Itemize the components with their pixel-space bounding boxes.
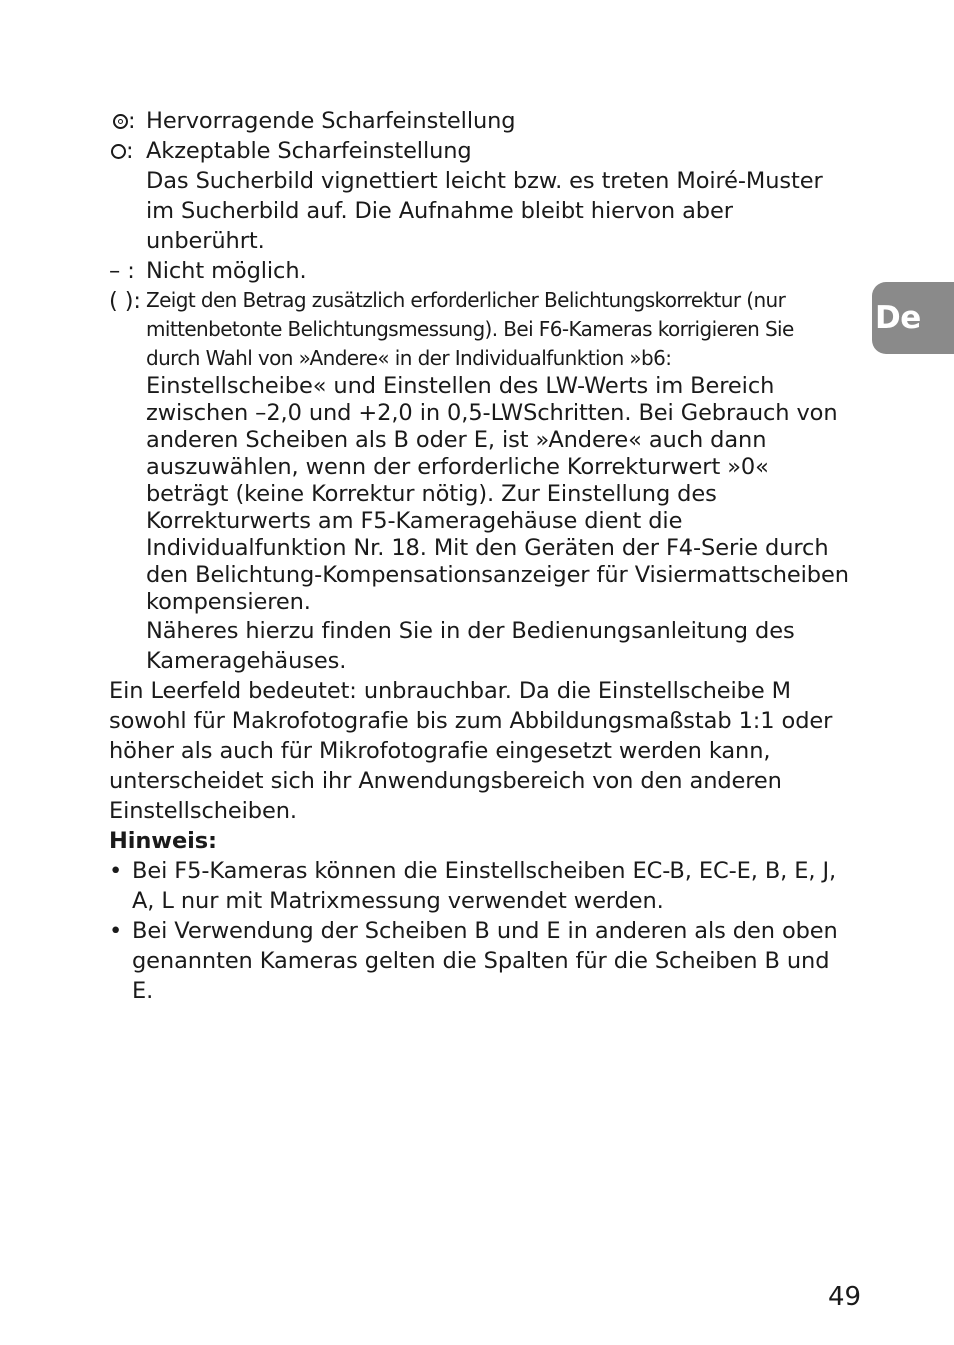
legend-excellent-text: Hervorragende Scharfeinstellung [146, 108, 516, 134]
page-number: 49 [828, 1282, 862, 1312]
legend-impossible-text: Nicht möglich. [146, 258, 307, 284]
legend-acceptable-detail: Das Sucherbild vignettiert leicht bzw. es treten Moiré-Muster im Sucherbild auf. Die Aufnahme bleibt hiervon aber unberührt. [146, 168, 823, 254]
legend-impossible [109, 256, 849, 286]
language-tab: De [872, 282, 954, 354]
legend-parentheses-marker: ( ): [109, 288, 141, 314]
legend-impossible-marker: – : [109, 258, 135, 284]
legend-acceptable-text: Akzeptable Scharfeinstellung [146, 138, 472, 164]
blank-field-paragraph: Ein Leerfeld bedeutet: unbrauchbar. Da die Einstellscheibe M sowohl für Makrofotografie bis zum Abbildungsmaßstab 1:1 oder höher als auch für Mikrofotografie eingesetzt werden kann, unterscheidet sich ihr Anwendungsbereich von den anderen Einstellscheiben. [109, 678, 833, 824]
legend-acceptable [109, 136, 849, 256]
note-bullet-list [109, 856, 849, 1006]
legend-excellent-colon: : [128, 108, 136, 134]
legend-parentheses [109, 286, 849, 676]
legend-acceptable-symbol [109, 136, 146, 166]
note-heading: Hinweis: [109, 828, 217, 854]
legend-parentheses-text-condensed: Zeigt den Betrag zusätzlich erforderlicher Belichtungskorrektur (nur mittenbetonte Belichtungsmessung). Bei F6-Kameras korrigieren Sie durch Wahl von »Andere« in der Individualfunktion »b6: [146, 288, 794, 370]
page-content [109, 106, 849, 1006]
circle-icon [111, 144, 126, 159]
legend-acceptable-colon: : [126, 138, 134, 164]
note-bullet-item: • Bei Verwendung der Scheiben B und E in anderen als den oben genannten Kameras gelten die Spalten für die Scheiben B und E. [109, 916, 849, 1006]
legend-excellent [109, 106, 849, 136]
note-bullet-item: • Bei F5-Kameras können die Einstellscheiben EC-B, EC-E, B, E, J, A, L nur mit Matrixmessung verwendet werden. [109, 856, 849, 916]
legend-parentheses-text-tight: Einstellscheibe« und Einstellen des LW-Werts im Bereich zwischen –2,0 und +2,0 in 0,5-LWSchritten. Bei Gebrauch von anderen Scheiben als B oder E, ist »Andere« auch dann auszuwählen, wenn der erforderliche Korrekturwert »0« beträgt (keine Korrektur nötig). Zur Einstellung des Korrekturwerts am F5-Kameragehäuse dient die Individualfunktion Nr. 18. Mit den Geräten der F4-Serie durch den Belichtung-Kompensationsanzeiger für Visiermattscheiben kompensieren. [146, 373, 849, 615]
legend-parentheses-text-normal: Näheres hierzu finden Sie in der Bedienungsanleitung des Kameragehäuses. [146, 618, 795, 674]
legend-excellent-symbol [109, 106, 146, 136]
double-circle-icon [113, 114, 128, 129]
